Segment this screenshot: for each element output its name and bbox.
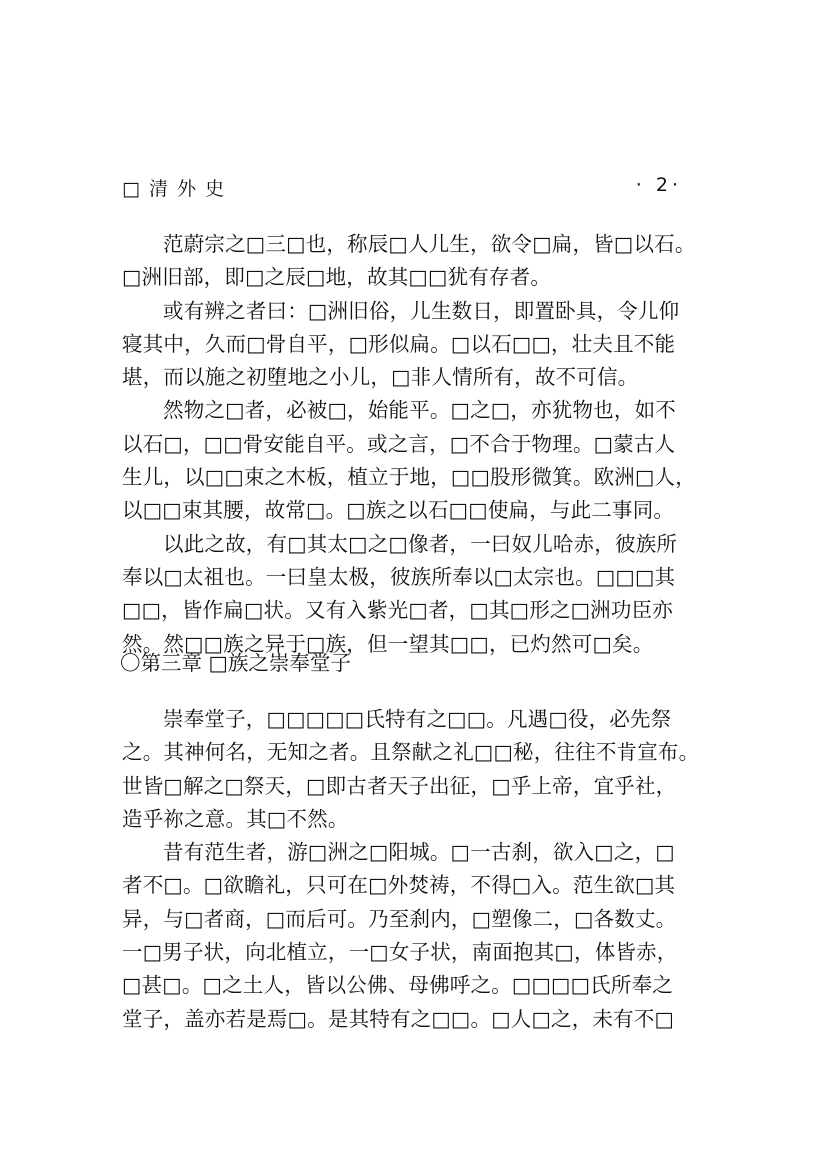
text-line: 堪，而以施之初堕地之小儿，□非人情所有，故不可信。 (122, 365, 639, 390)
text-line: 范蔚宗之□三□也，称辰□人儿生，欲令□扁，皆□以石。 (163, 232, 696, 256)
section-2-body (122, 703, 712, 1036)
text-line: 崇奉堂子，□□□□□氏特有之□□。凡遇□役，必先祭 (163, 707, 672, 731)
text-line: 或有辨之者曰：□洲旧俗，儿生数日，即置卧具，令儿仰 (163, 298, 680, 323)
text-line: 之。其神何名，无知之者。且祭献之礼□□秘，往往不肯宣布。 (122, 740, 700, 765)
text-line: 堂子，盖亦若是焉□。是其特有之□□。□人□之，未有不□ (122, 1006, 675, 1031)
text-line: 造乎祢之意。其□不然。 (122, 806, 349, 831)
text-line: 异，与□者商，□而后可。乃至刹内，□塑像二，□各数丈。 (122, 906, 677, 931)
text-line: 世皆□解之□祭天，□即古者天子出征，□乎上帝，宜乎社， (122, 773, 677, 798)
text-line: 奉以□太祖也。一曰皇太极，彼族所奉以□太宗也。□□□其 (122, 564, 676, 589)
book-title: □清外史 (122, 178, 233, 200)
text-line: 然物之□者，必被□，始能平。□之□，亦犹物也，如不 (163, 398, 676, 423)
text-line: 一□男子状，向北植立，一□女子状，南面抱其□，体皆赤， (122, 940, 678, 965)
section-1-body (122, 228, 712, 661)
text-line: □甚□。□之土人，皆以公佛、母佛呼之。□□□□氏所奉之 (122, 973, 673, 998)
text-line: 寝其中，久而□骨自平，□形似扁。□以石□□，壮夫且不能 (122, 331, 676, 356)
chapter-heading: 〇第三章 □族之崇奉堂子 (120, 651, 351, 675)
page-number: · 2· (635, 174, 682, 196)
text-line: 者不□。□欲瞻礼，只可在□外焚祷，不得□入。范生欲□其 (122, 873, 676, 898)
text-line: 以□□束其腰，故常□。□族之以石□□使扁，与此二事同。 (122, 498, 675, 523)
text-line: 以此之故，有□其太□之□像者，一曰奴儿哈赤，彼族所 (163, 531, 678, 556)
text-line: 然。然□□族之异于□族，但一望其□□，已灼然可□矣。 (122, 631, 654, 656)
text-line: 以石□，□□骨安能自平。或之言，□不合于物理。□蒙古人 (122, 431, 676, 456)
page-header (122, 174, 682, 204)
text-line: □洲旧部，即□之辰□地，故其□□犹有存者。 (122, 265, 552, 290)
text-line: 昔有范生者，游□洲之□阳城。□一古刹，欲入□之，□ (163, 840, 675, 865)
text-line: 生儿，以□□束之木板，植立于地，□□股形微箕。欧洲□人， (122, 465, 696, 490)
text-line: □□，皆作扁□状。又有入紫光□者，□其□形之□洲功臣亦 (122, 598, 673, 623)
